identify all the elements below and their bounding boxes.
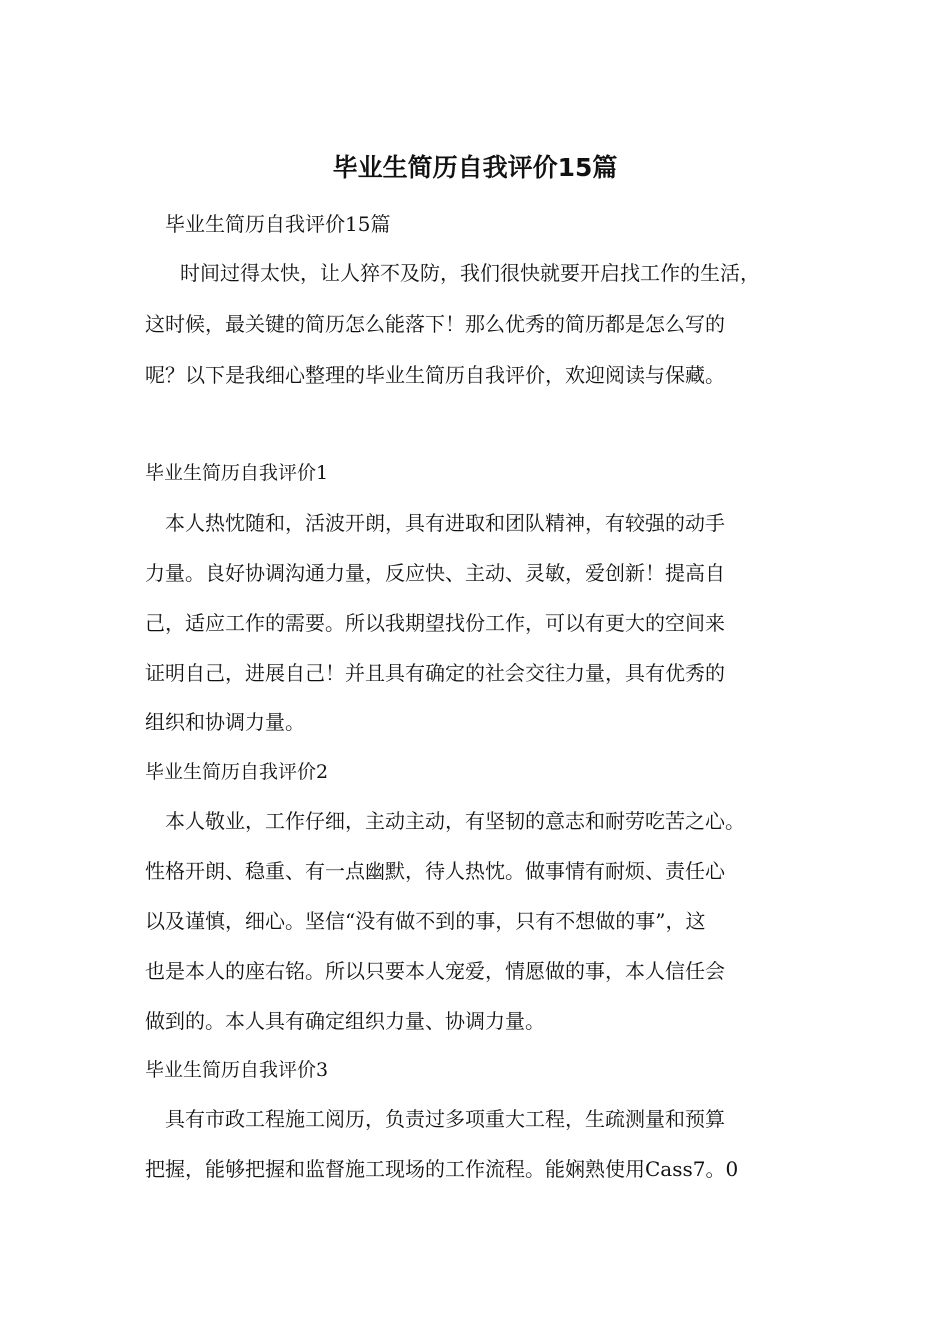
paragraph-line: 本人热忱随和，活波开朗，具有进取和团队精神，有较强的动手 [165, 511, 725, 535]
paragraph-line: 组织和协调力量。 [145, 710, 305, 734]
paragraph-line: 以及谨慎，细心。坚信“没有做不到的事，只有不想做的事”，这 [145, 909, 706, 933]
paragraph-line: 做到的。本人具有确定组织力量、协调力量。 [145, 1009, 545, 1033]
paragraph-line: 己，适应工作的需要。所以我期望找份工作，可以有更大的空间来 [145, 611, 725, 635]
intro-line: 这时候，最关键的简历怎么能落下！那么优秀的简历都是怎么写的 [145, 312, 725, 336]
paragraph-line: 本人敬业，工作仔细，主动主动，有坚韧的意志和耐劳吃苦之心。 [165, 809, 745, 833]
intro-line: 呢？以下是我细心整理的毕业生简历自我评价，欢迎阅读与保藏。 [145, 363, 725, 387]
intro-line: 时间过得太快，让人猝不及防，我们很快就要开启找工作的生活， [180, 261, 760, 285]
paragraph-line: 性格开朗、稳重、有一点幽默，待人热忱。做事情有耐烦、责任心 [145, 859, 725, 883]
paragraph-line: 把握，能够把握和监督施工现场的工作流程。能娴熟使用Cass7。0 [145, 1157, 739, 1181]
section-heading: 毕业生简历自我评价3 [145, 1059, 329, 1081]
document-title: 毕业生简历自我评价15篇 [332, 153, 618, 182]
paragraph-line: 也是本人的座右铭。所以只要本人宠爱，情愿做的事，本人信任会 [145, 959, 725, 983]
paragraph-line: 力量。良好协调沟通力量，反应快、主动、灵敏，爱创新！提高自 [145, 561, 725, 585]
paragraph-line: 证明自己，进展自己！并且具有确定的社会交往力量，具有优秀的 [145, 661, 725, 685]
paragraph-line: 具有市政工程施工阅历，负责过多项重大工程，生疏测量和预算 [165, 1107, 725, 1131]
document-subtitle: 毕业生简历自我评价15篇 [165, 212, 391, 236]
section-heading: 毕业生简历自我评价1 [145, 462, 329, 484]
section-heading: 毕业生简历自我评价2 [145, 761, 329, 783]
